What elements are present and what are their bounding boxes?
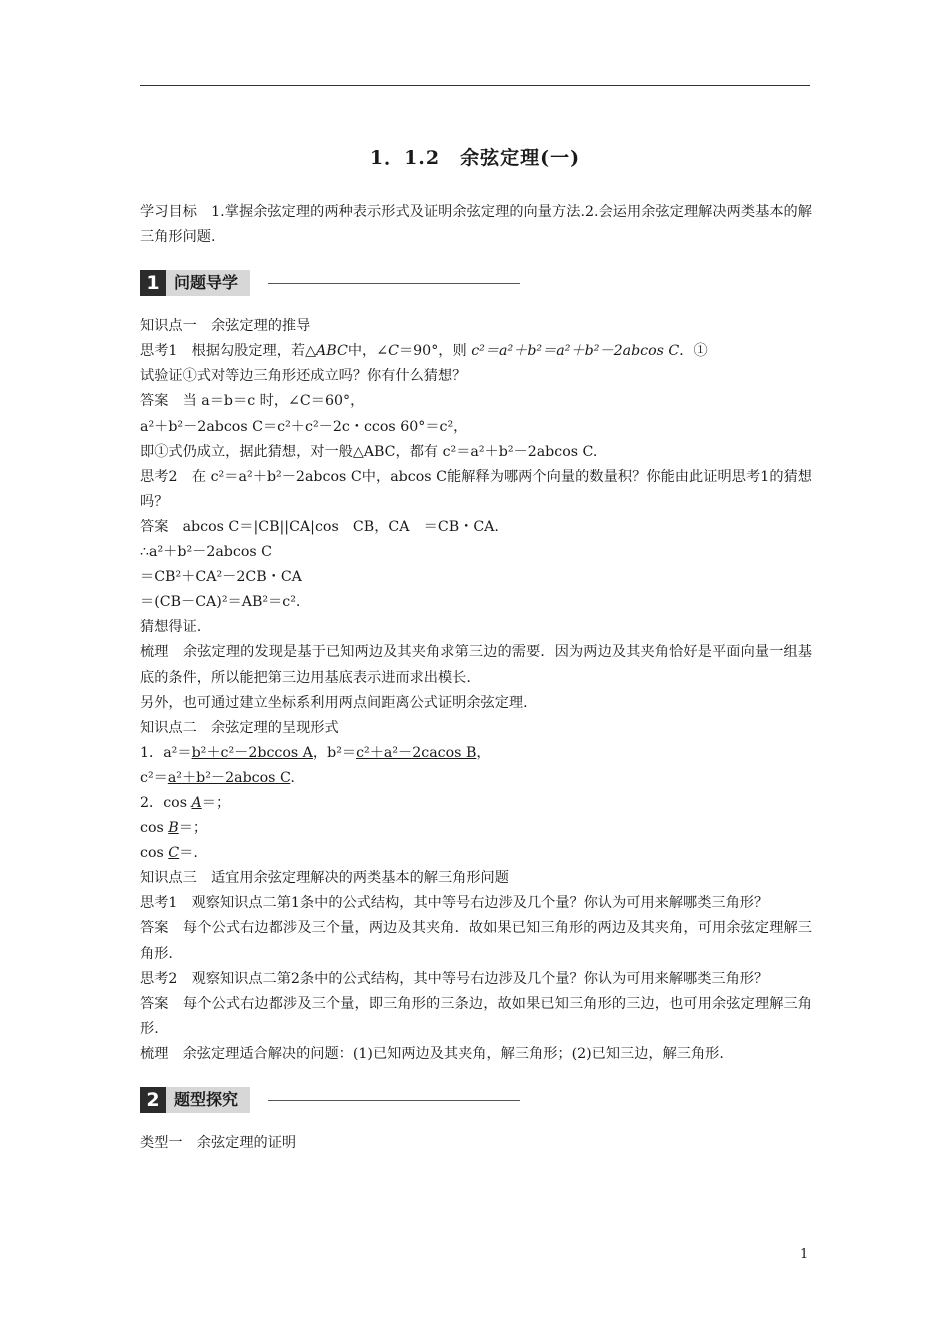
section-rule [268,283,520,284]
answer1-line3: 即①式仍成立，据此猜想，对一般△ABC，都有 c²＝a²＋b²－2abcos C. [140,443,598,460]
answer2-line3: ＝CB²＋CA²－2CB・CA [140,569,302,586]
summary1: 梳理 余弦定理的发现是基于已知两边及其夹角求第三边的需要．因为两边及其夹角恰好是平面向量一组基底的条件，所以能把第三边用基底表示进而求出模长. [140,644,812,686]
think1-line2: 试验证①式对等边三角形还成立吗？你有什么猜想？ [140,368,467,385]
blank-answer: c²＋a²－2cacos B [356,744,477,761]
blank-answer: B [168,820,179,837]
answer1-line1: 答案 当 a＝b＝c 时，∠C＝60°， [140,393,365,410]
think1-line1: 思考1 根据勾股定理，若△ABC中，∠C＝90°，则 c²＝a²＋b²＝a²＋b²－2abcos C．① [140,343,708,360]
kp2-heading: 知识点二 余弦定理的呈现形式 [140,719,339,736]
kp1-heading: 知识点一 余弦定理的推导 [140,318,311,335]
section-number: 2 [140,1087,166,1113]
header-rule [140,85,810,86]
kp3-heading: 知识点三 适宜用余弦定理解决的两类基本的解三角形问题 [140,870,509,887]
kp2-item1-line2: c²＝a²＋b²－2abcos C. [140,769,295,786]
blank-answer: b²＋c²－2bccos A [191,744,313,761]
answer2-line1: 答案 abcos C＝|CB||CA|cos CB，CA ＝CB・CA. [140,518,499,535]
answer1-line2: a²＋b²－2abcos C＝c²＋c²－2c・ccos 60°＝c²， [140,418,468,435]
answer4: 答案 每个公式右边都涉及三个量，即三角形的三条边，故如果已知三角形的三边，也可用余弦定理解三角形. [140,995,812,1037]
learning-objective: 学习目标 1.掌握余弦定理的两种表示形式及证明余弦定理的向量方法.2.会运用余弦定理解决两类基本的解三角形问题. [140,204,812,246]
answer3: 答案 每个公式右边都涉及三个量，两边及其夹角．故如果已知三角形的两边及其夹角，可用余弦定理解三角形. [140,920,812,962]
document-body [140,200,812,1156]
page-title: 1．1.2 余弦定理(一) [369,147,581,169]
section-number: 1 [140,270,166,296]
type1-heading: 类型一 余弦定理的证明 [140,1135,297,1151]
section-label: 问题导学 [166,270,250,296]
section-label: 题型探究 [166,1087,250,1113]
summary2: 梳理 余弦定理适合解决的问题：(1)已知两边及其夹角，解三角形；(2)已知三边，解三角形. [140,1045,724,1062]
answer2-line4: ＝(CB－CA)²＝AB²＝c². [140,594,301,611]
section-header-1 [140,264,812,304]
answer2-line5: 猜想得证. [140,619,202,636]
kp2-item2-line2: cos B＝； [140,820,208,837]
blank-answer: A [191,794,202,811]
think3: 思考1 观察知识点二第1条中的公式结构，其中等号右边涉及几个量？你认为可用来解哪类三角形？ [140,895,769,912]
kp2-item1-line1: 1．a²＝b²＋c²－2bccos A，b²＝c²＋a²－2cacos B， [140,744,491,761]
think2: 思考2 在 c²＝a²＋b²－2abcos C中，abcos C能解释为哪两个向量的数量积？你能由此证明思考1的猜想吗？ [140,468,812,510]
think4: 思考2 观察知识点二第2条中的公式结构，其中等号右边涉及几个量？你认为可用来解哪类三角形？ [140,970,769,987]
summary1-extra: 另外，也可通过建立坐标系利用两点间距离公式证明余弦定理. [140,694,528,711]
kp2-item2-line1: 2．cos A＝； [140,794,231,811]
answer2-line2: ∴a²＋b²－2abcos C [140,544,273,561]
section-rule [268,1100,520,1101]
page-number: 1 [800,1247,809,1262]
kp2-item2-line3: cos C＝. [140,845,198,862]
blank-answer: C [168,845,180,862]
section-header-2 [140,1081,812,1121]
blank-answer: a²＋b²－2abcos C [167,769,291,786]
